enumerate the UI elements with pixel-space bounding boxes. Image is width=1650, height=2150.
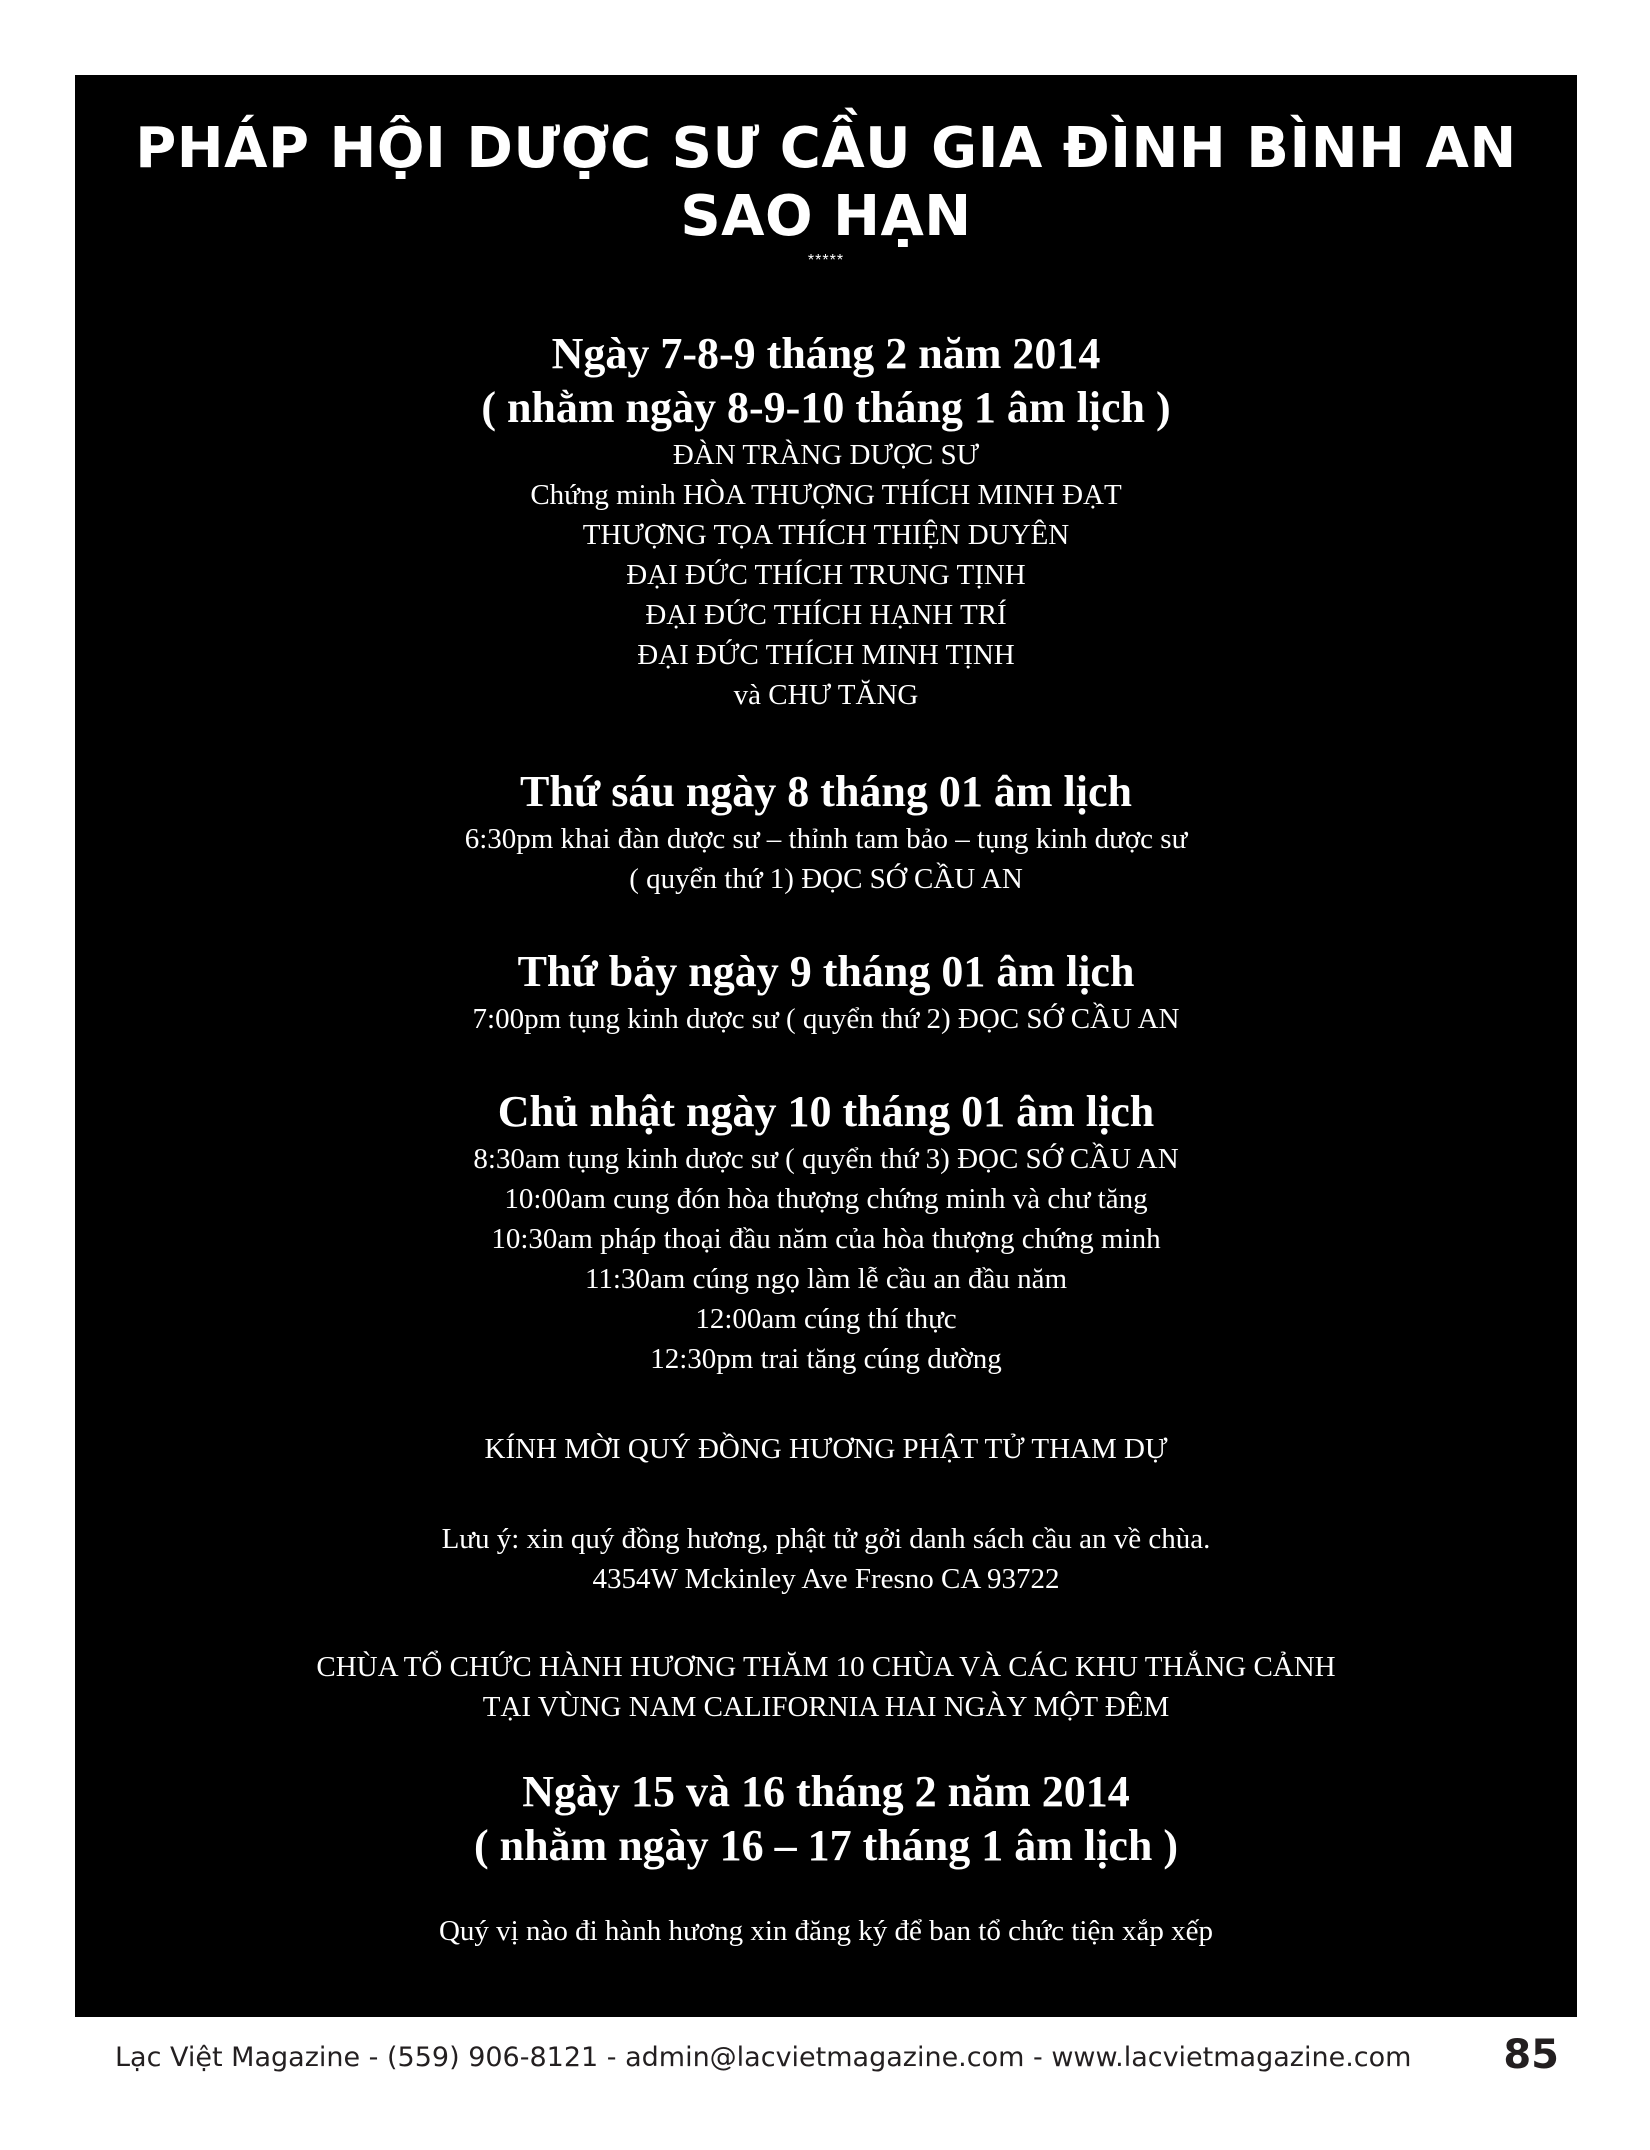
event-dates bbox=[75, 327, 1577, 435]
pilgrimage-notice bbox=[75, 1647, 1577, 1727]
announcement-title bbox=[75, 75, 1577, 251]
dan-trang-item: ĐẠI ĐỨC THÍCH HẠNH TRÍ bbox=[645, 599, 1007, 631]
schedule-line: 11:30am cúng ngọ làm lễ cầu an đầu năm bbox=[584, 1263, 1068, 1295]
pilgrimage-line-1: CHÙA TỔ CHỨC HÀNH HƯƠNG THĂM 10 CHÙA VÀ CÁC KHU THẮNG CẢNH bbox=[316, 1651, 1336, 1683]
schedule-line: 7:00pm tụng kinh dược sư ( quyển thứ 2) ĐỌC SỚ CẦU AN bbox=[472, 1003, 1180, 1035]
pilgrimage-dates bbox=[75, 1765, 1577, 1873]
title-stars: ***** bbox=[807, 252, 845, 269]
invitation-text: KÍNH MỜI QUÝ ĐỒNG HƯƠNG PHẬT TỬ THAM DỰ bbox=[484, 1433, 1168, 1465]
schedule-line: ( quyển thứ 1) ĐỌC SỚ CẦU AN bbox=[629, 863, 1023, 895]
dan-trang-item: và CHƯ TĂNG bbox=[733, 679, 919, 711]
schedule-line: 10:30am pháp thoại đầu năm của hòa thượng chứng minh bbox=[491, 1223, 1161, 1255]
sunday-heading: Chủ nhật ngày 10 tháng 01 âm lịch bbox=[497, 1087, 1155, 1136]
pilgrimage-line-2: TẠI VÙNG NAM CALIFORNIA HAI NGÀY MỘT ĐÊM bbox=[482, 1691, 1170, 1723]
footer-contact: Lạc Việt Magazine - (559) 906-8121 - admin@lacvietmagazine.com - www.lacvietmagazine.com bbox=[115, 2042, 1412, 2073]
pilgrimage-dates-line-2: ( nhằm ngày 16 – 17 tháng 1 âm lịch ) bbox=[473, 1821, 1179, 1870]
dan-trang-item: THƯỢNG TỌA THÍCH THIỆN DUYÊN bbox=[582, 519, 1070, 551]
schedule-line: 12:30pm trai tăng cúng dường bbox=[650, 1343, 1002, 1375]
invitation bbox=[75, 1429, 1577, 1469]
dan-trang-list bbox=[75, 435, 1577, 715]
note-line-1: Lưu ý: xin quý đồng hương, phật tử gởi danh sách cầu an về chùa. bbox=[441, 1523, 1211, 1555]
schedule-line: 10:00am cung đón hòa thượng chứng minh và chư tăng bbox=[504, 1183, 1148, 1215]
dan-trang-item: Chứng minh HÒA THƯỢNG THÍCH MINH ĐẠT bbox=[530, 479, 1122, 511]
schedule-line: 6:30pm khai đàn dược sư – thỉnh tam bảo – tụng kinh dược sư bbox=[464, 823, 1188, 855]
event-dates-line-2: ( nhằm ngày 8-9-10 tháng 1 âm lịch ) bbox=[481, 383, 1171, 432]
schedule-line: 12:00am cúng thí thực bbox=[695, 1303, 957, 1335]
saturday-heading: Thứ bảy ngày 9 tháng 01 âm lịch bbox=[517, 947, 1135, 996]
registration-note bbox=[75, 1911, 1577, 1951]
page-footer bbox=[75, 2025, 1577, 2085]
dan-trang-item: ĐẠI ĐỨC THÍCH MINH TỊNH bbox=[637, 639, 1015, 671]
friday-heading: Thứ sáu ngày 8 tháng 01 âm lịch bbox=[520, 767, 1132, 816]
event-dates-line-1: Ngày 7-8-9 tháng 2 năm 2014 bbox=[551, 329, 1101, 378]
page-number: 85 bbox=[1503, 2032, 1559, 2078]
note-address: 4354W Mckinley Ave Fresno CA 93722 bbox=[592, 1563, 1060, 1595]
sunday-schedule bbox=[75, 1085, 1577, 1379]
announcement-panel bbox=[75, 75, 1577, 2017]
schedule-line: 8:30am tụng kinh dược sư ( quyển thứ 3) ĐỌC SỚ CẦU AN bbox=[473, 1143, 1179, 1175]
dan-trang-item: ĐẠI ĐỨC THÍCH TRUNG TỊNH bbox=[626, 559, 1026, 591]
saturday-schedule bbox=[75, 945, 1577, 1039]
dan-trang-item: ĐÀN TRÀNG DƯỢC SƯ bbox=[672, 439, 980, 471]
registration-text: Quý vị nào đi hành hương xin đăng ký để ban tổ chức tiện xắp xếp bbox=[438, 1915, 1214, 1947]
title-line-1: PHÁP HỘI DƯỢC SƯ CẦU GIA ĐÌNH BÌNH AN bbox=[135, 116, 1517, 181]
note bbox=[75, 1519, 1577, 1599]
title-line-2: SAO HẠN bbox=[680, 184, 972, 249]
pilgrimage-dates-line-1: Ngày 15 và 16 tháng 2 năm 2014 bbox=[522, 1767, 1130, 1816]
friday-schedule bbox=[75, 765, 1577, 899]
